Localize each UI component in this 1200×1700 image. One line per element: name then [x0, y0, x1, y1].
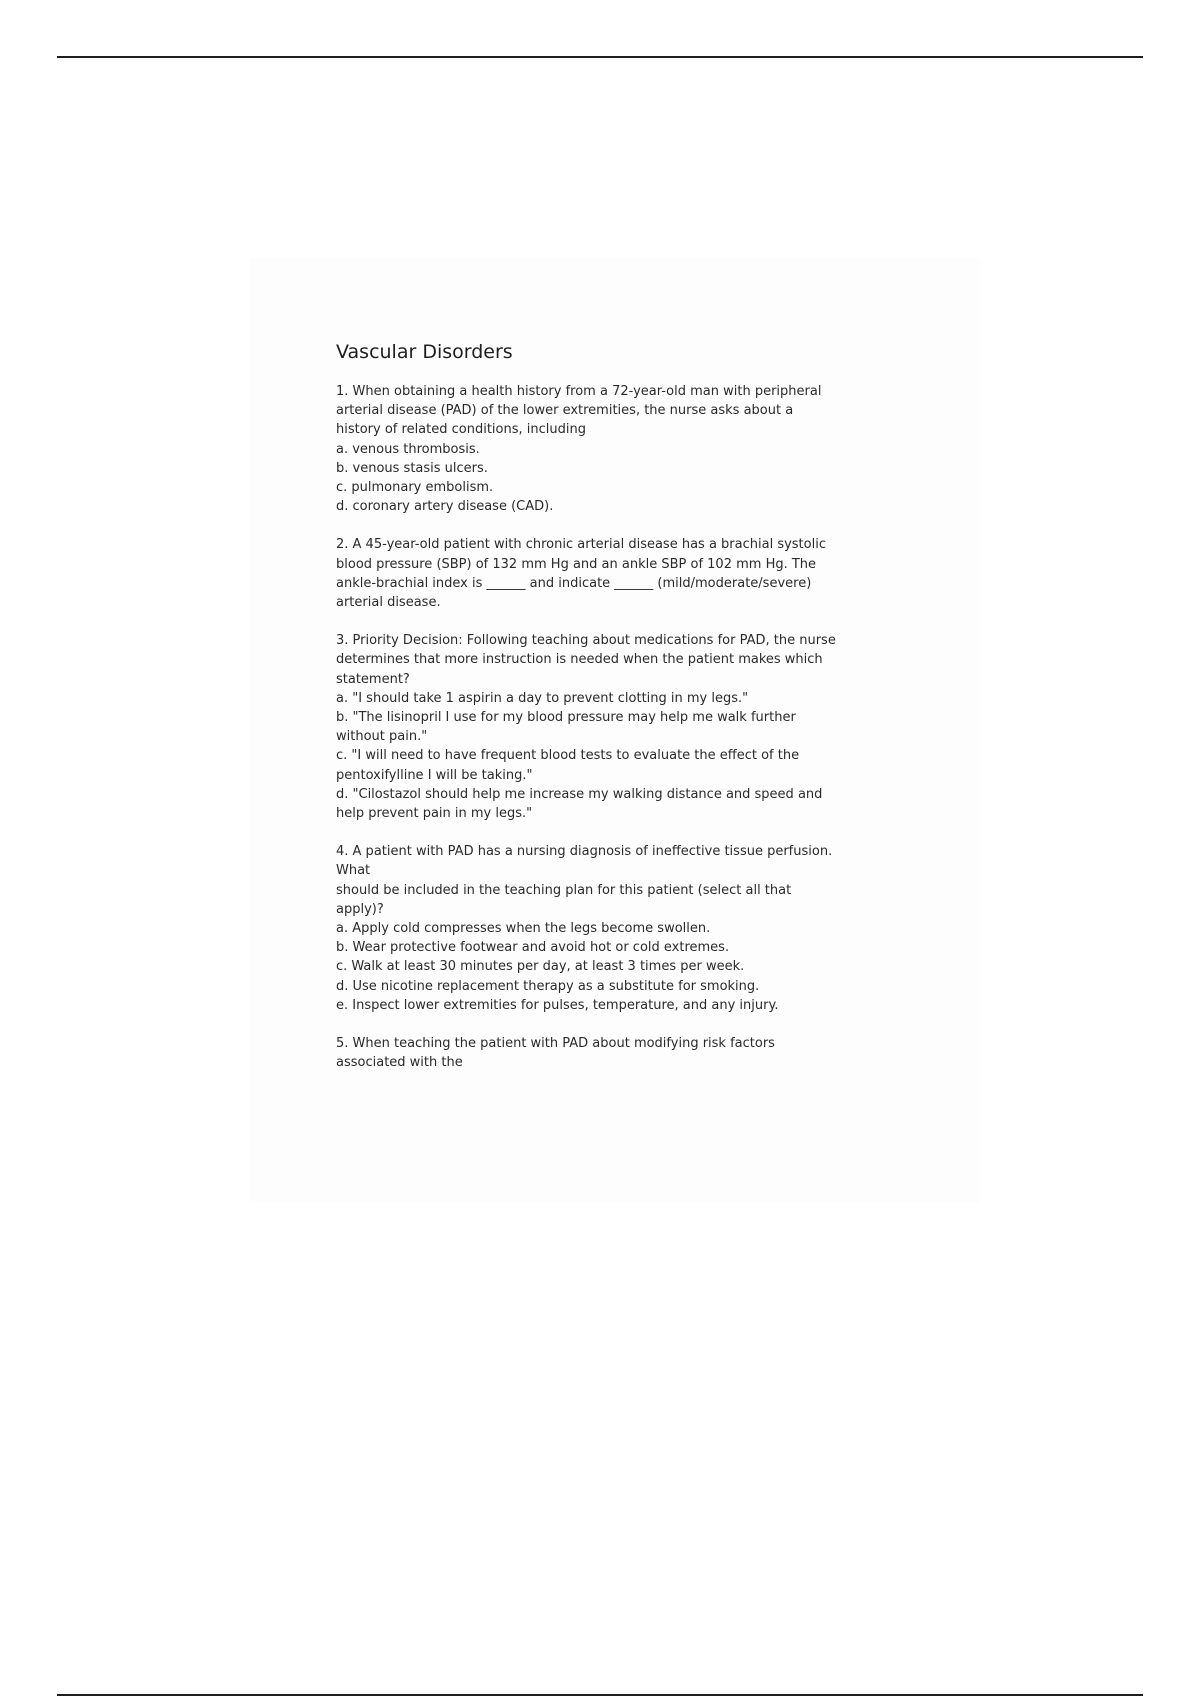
question-3 [336, 631, 896, 823]
answer-option: b. Wear protective footwear and avoid hot or cold extremes. [336, 940, 730, 956]
answer-option: a. "I should take 1 aspirin a day to prevent clotting in my legs." [336, 690, 749, 706]
question-line: 2. A 45-year-old patient with chronic arterial disease has a brachial systolic [336, 537, 826, 553]
top-rule [57, 56, 1143, 58]
question-line: ankle-brachial index is ______ and indicate ______ (mild/moderate/severe) [336, 575, 812, 591]
question-line: arterial disease (PAD) of the lower extremities, the nurse asks about a [336, 403, 794, 419]
question-line: associated with the [336, 1055, 463, 1071]
answer-option: b. "The lisinopril I use for my blood pressure may help me walk further [336, 710, 796, 726]
question-line: statement? [336, 671, 410, 687]
answer-option: c. "I will need to have frequent blood tests to evaluate the effect of the [336, 748, 800, 764]
question-line: apply)? [336, 901, 384, 917]
answer-option: c. Walk at least 30 minutes per day, at least 3 times per week. [336, 959, 745, 975]
answer-option: a. Apply cold compresses when the legs become swollen. [336, 921, 711, 937]
answer-option: b. venous stasis ulcers. [336, 460, 488, 476]
answer-option: a. venous thrombosis. [336, 441, 480, 457]
answer-option: d. Use nicotine replacement therapy as a substitute for smoking. [336, 978, 760, 994]
question-line: blood pressure (SBP) of 132 mm Hg and an ankle SBP of 102 mm Hg. The [336, 556, 817, 572]
question-line: history of related conditions, including [336, 422, 586, 438]
question-4 [336, 842, 896, 1015]
answer-option: pentoxifylline I will be taking." [336, 767, 533, 783]
question-line: 3. Priority Decision: Following teaching about medications for PAD, the nurse [336, 633, 836, 649]
question-line: 4. A patient with PAD has a nursing diagnosis of ineffective tissue perfusion. [336, 844, 833, 860]
question-line: should be included in the teaching plan for this patient (select all that [336, 882, 792, 898]
answer-option: c. pulmonary embolism. [336, 480, 494, 496]
question-5 [336, 1034, 896, 1072]
question-line: 1. When obtaining a health history from a 72-year-old man with peripheral [336, 384, 822, 399]
answer-option: d. "Cilostazol should help me increase my walking distance and speed and [336, 786, 823, 802]
answer-option: e. Inspect lower extremities for pulses, temperature, and any injury. [336, 997, 779, 1013]
document-title: Vascular Disorders [336, 341, 513, 363]
question-line: arterial disease. [336, 595, 441, 611]
question-1 [336, 382, 896, 516]
question-2 [336, 535, 896, 612]
answer-option: d. coronary artery disease (CAD). [336, 499, 554, 515]
document-content [336, 340, 896, 1092]
question-line: determines that more instruction is needed when the patient makes which [336, 652, 823, 668]
bottom-rule [57, 1694, 1143, 1696]
question-line: 5. When teaching the patient with PAD about modifying risk factors [336, 1036, 775, 1052]
answer-option: without pain." [336, 729, 428, 745]
question-line: What [336, 863, 371, 879]
answer-option: help prevent pain in my legs." [336, 806, 533, 822]
